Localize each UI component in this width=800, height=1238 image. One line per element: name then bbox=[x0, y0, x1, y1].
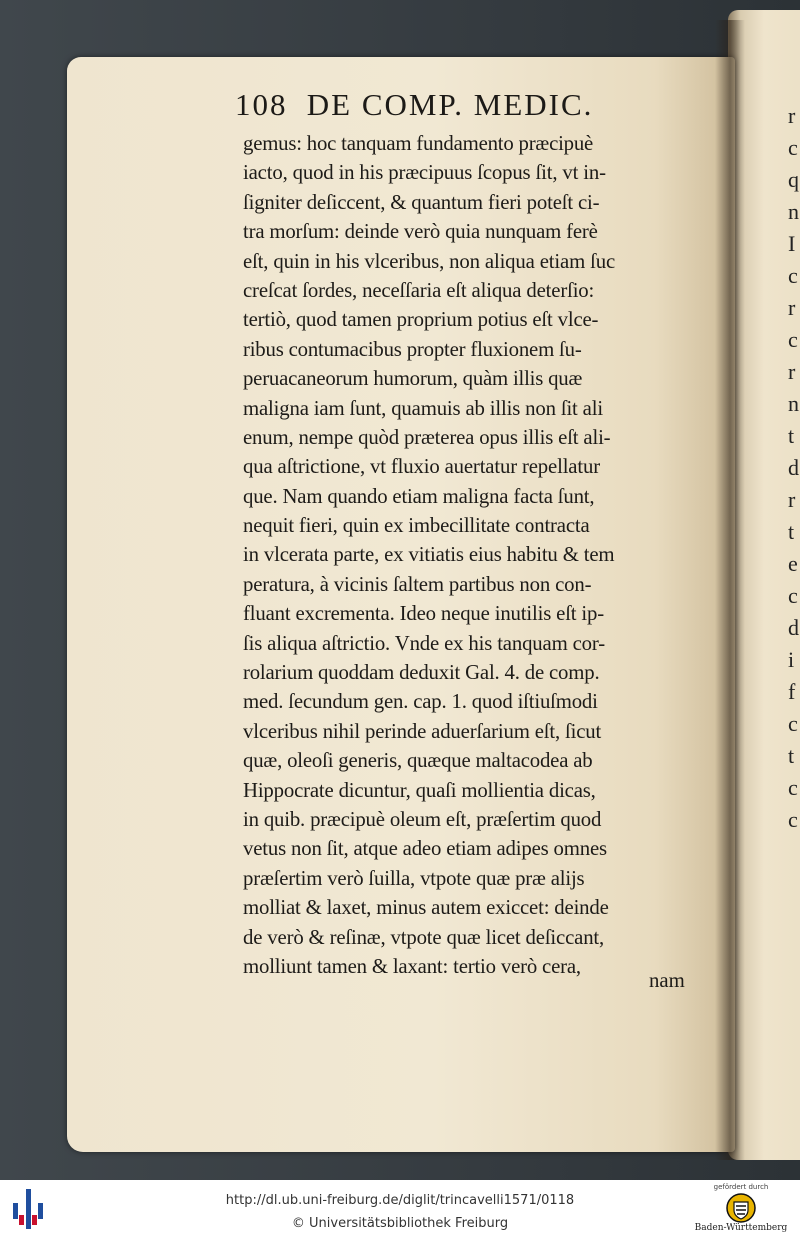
book-gutter bbox=[715, 20, 745, 1160]
facing-page-letter: c bbox=[788, 327, 798, 352]
text-line: vlceribus nihil perinde aduerſarium eſt, ſicut bbox=[243, 719, 602, 743]
facing-page-letter: c bbox=[788, 711, 798, 736]
permalink-url[interactable]: http://dl.ub.uni-freiburg.de/diglit/trincavelli1571/0118 bbox=[225, 1193, 575, 1208]
text-line: in vlcerata parte, ex vitiatis eius habitu & tem bbox=[243, 543, 615, 567]
text-line: molliunt tamen & laxant: tertio verò cera, bbox=[243, 954, 581, 978]
catchword: nam bbox=[649, 969, 685, 992]
text-line: peratura, à vicinis ſaltem partibus non con- bbox=[243, 572, 592, 596]
body-text bbox=[243, 129, 713, 981]
facing-page-letter: c bbox=[788, 807, 798, 832]
facing-page-letter: r bbox=[788, 487, 796, 512]
text-line: vetus non ſit, atque adeo etiam adipes omnes bbox=[243, 837, 607, 861]
text-line: que. Nam quando etiam maligna facta ſunt, bbox=[243, 484, 595, 508]
text-line: Hippocrate dicuntur, quaſi mollientia dicas, bbox=[243, 778, 596, 802]
copyright-notice: © Universitätsbibliothek Freiburg bbox=[291, 1216, 509, 1231]
text-line: iacto, quod in his præcipuus ſcopus ſit, vt in- bbox=[243, 161, 606, 185]
text-line: in quib. præcipuè oleum eſt, præſertim quod bbox=[243, 807, 602, 831]
text-line: nequit fieri, quin ex imbecillitate contracta bbox=[243, 514, 590, 538]
sponsor-block bbox=[688, 1183, 794, 1237]
facing-page-letter: c bbox=[788, 775, 798, 800]
facing-page-letter: t bbox=[788, 743, 795, 768]
text-line: tra morſum: deinde verò quia nunquam ferè bbox=[243, 220, 598, 244]
facing-page-letter: q bbox=[788, 167, 799, 192]
facing-page-letter: I bbox=[788, 231, 796, 256]
text-line: de verò & reſinæ, vtpote quæ licet deſiccant, bbox=[243, 925, 605, 949]
sponsor-caption: gefördert durch bbox=[713, 1183, 769, 1191]
facing-page-letter: n bbox=[788, 391, 799, 416]
facing-page-letter: r bbox=[788, 359, 796, 384]
text-line: molliat & laxet, minus autem exiccet: deinde bbox=[243, 896, 609, 920]
text-line: ſigniter deſiccent, & quantum fieri poteſt ci- bbox=[243, 190, 600, 214]
page-header bbox=[235, 87, 655, 127]
text-line: ribus contumacibus propter fluxionem ſu- bbox=[243, 337, 582, 361]
text-line: fluant excrementa. Ideo neque inutilis eſt ip- bbox=[243, 602, 605, 626]
facing-page-letter: r bbox=[788, 103, 796, 128]
baden-wuerttemberg-crest-icon bbox=[726, 1193, 756, 1223]
viewer-footer bbox=[0, 1180, 800, 1238]
page-number: 108 bbox=[235, 87, 288, 122]
facing-page-letter: i bbox=[788, 647, 795, 672]
facing-page-letter: t bbox=[788, 519, 795, 544]
facing-page-letter: f bbox=[788, 679, 796, 704]
text-line: med. ſecundum gen. cap. 1. quod iſtiuſmodi bbox=[243, 690, 598, 714]
facing-page-letter: d bbox=[788, 455, 799, 480]
text-line: tertiò, quod tamen proprium potius eſt vlce- bbox=[243, 308, 599, 332]
text-line: quæ, oleoſi generis, quæque maltacodea ab bbox=[243, 749, 593, 773]
facing-page-letters bbox=[788, 100, 800, 836]
text-line: rolarium quoddam deduxit Gal. 4. de comp. bbox=[243, 661, 600, 685]
facing-page-letter: c bbox=[788, 583, 798, 608]
text-line: maligna iam ſunt, quamuis ab illis non ſit ali bbox=[243, 396, 603, 420]
sponsor-name: Baden-Württemberg bbox=[694, 1223, 788, 1233]
facing-page-letter: r bbox=[788, 295, 796, 320]
text-line: peruacaneorum humorum, quàm illis quæ bbox=[243, 367, 583, 391]
text-line: qua aſtrictione, vt fluxio auertatur repellatur bbox=[243, 455, 600, 479]
facing-page-letter: c bbox=[788, 135, 798, 160]
facing-page-letter: c bbox=[788, 263, 798, 288]
text-line: eſt, quin in his vlceribus, non aliqua etiam ſuc bbox=[243, 249, 616, 273]
facing-page-letter: t bbox=[788, 423, 795, 448]
text-line: præſertim verò ſuilla, vtpote quæ præ alijs bbox=[243, 866, 585, 890]
text-line: creſcat ſordes, neceſſaria eſt aliqua deterſio: bbox=[243, 278, 595, 302]
book-page bbox=[67, 57, 735, 1152]
running-title: DE COMP. MEDIC. bbox=[306, 87, 594, 122]
facing-page-letter: n bbox=[788, 199, 799, 224]
text-line: ſis aliqua aſtrictio. Vnde ex his tanquam cor- bbox=[243, 631, 605, 655]
facing-page-letter: d bbox=[788, 615, 799, 640]
text-line: gemus: hoc tanquam fundamento præcipuè bbox=[243, 132, 594, 155]
facing-page-letter: e bbox=[788, 551, 798, 576]
text-line: enum, nempe quòd præterea opus illis eſt ali- bbox=[243, 425, 611, 449]
